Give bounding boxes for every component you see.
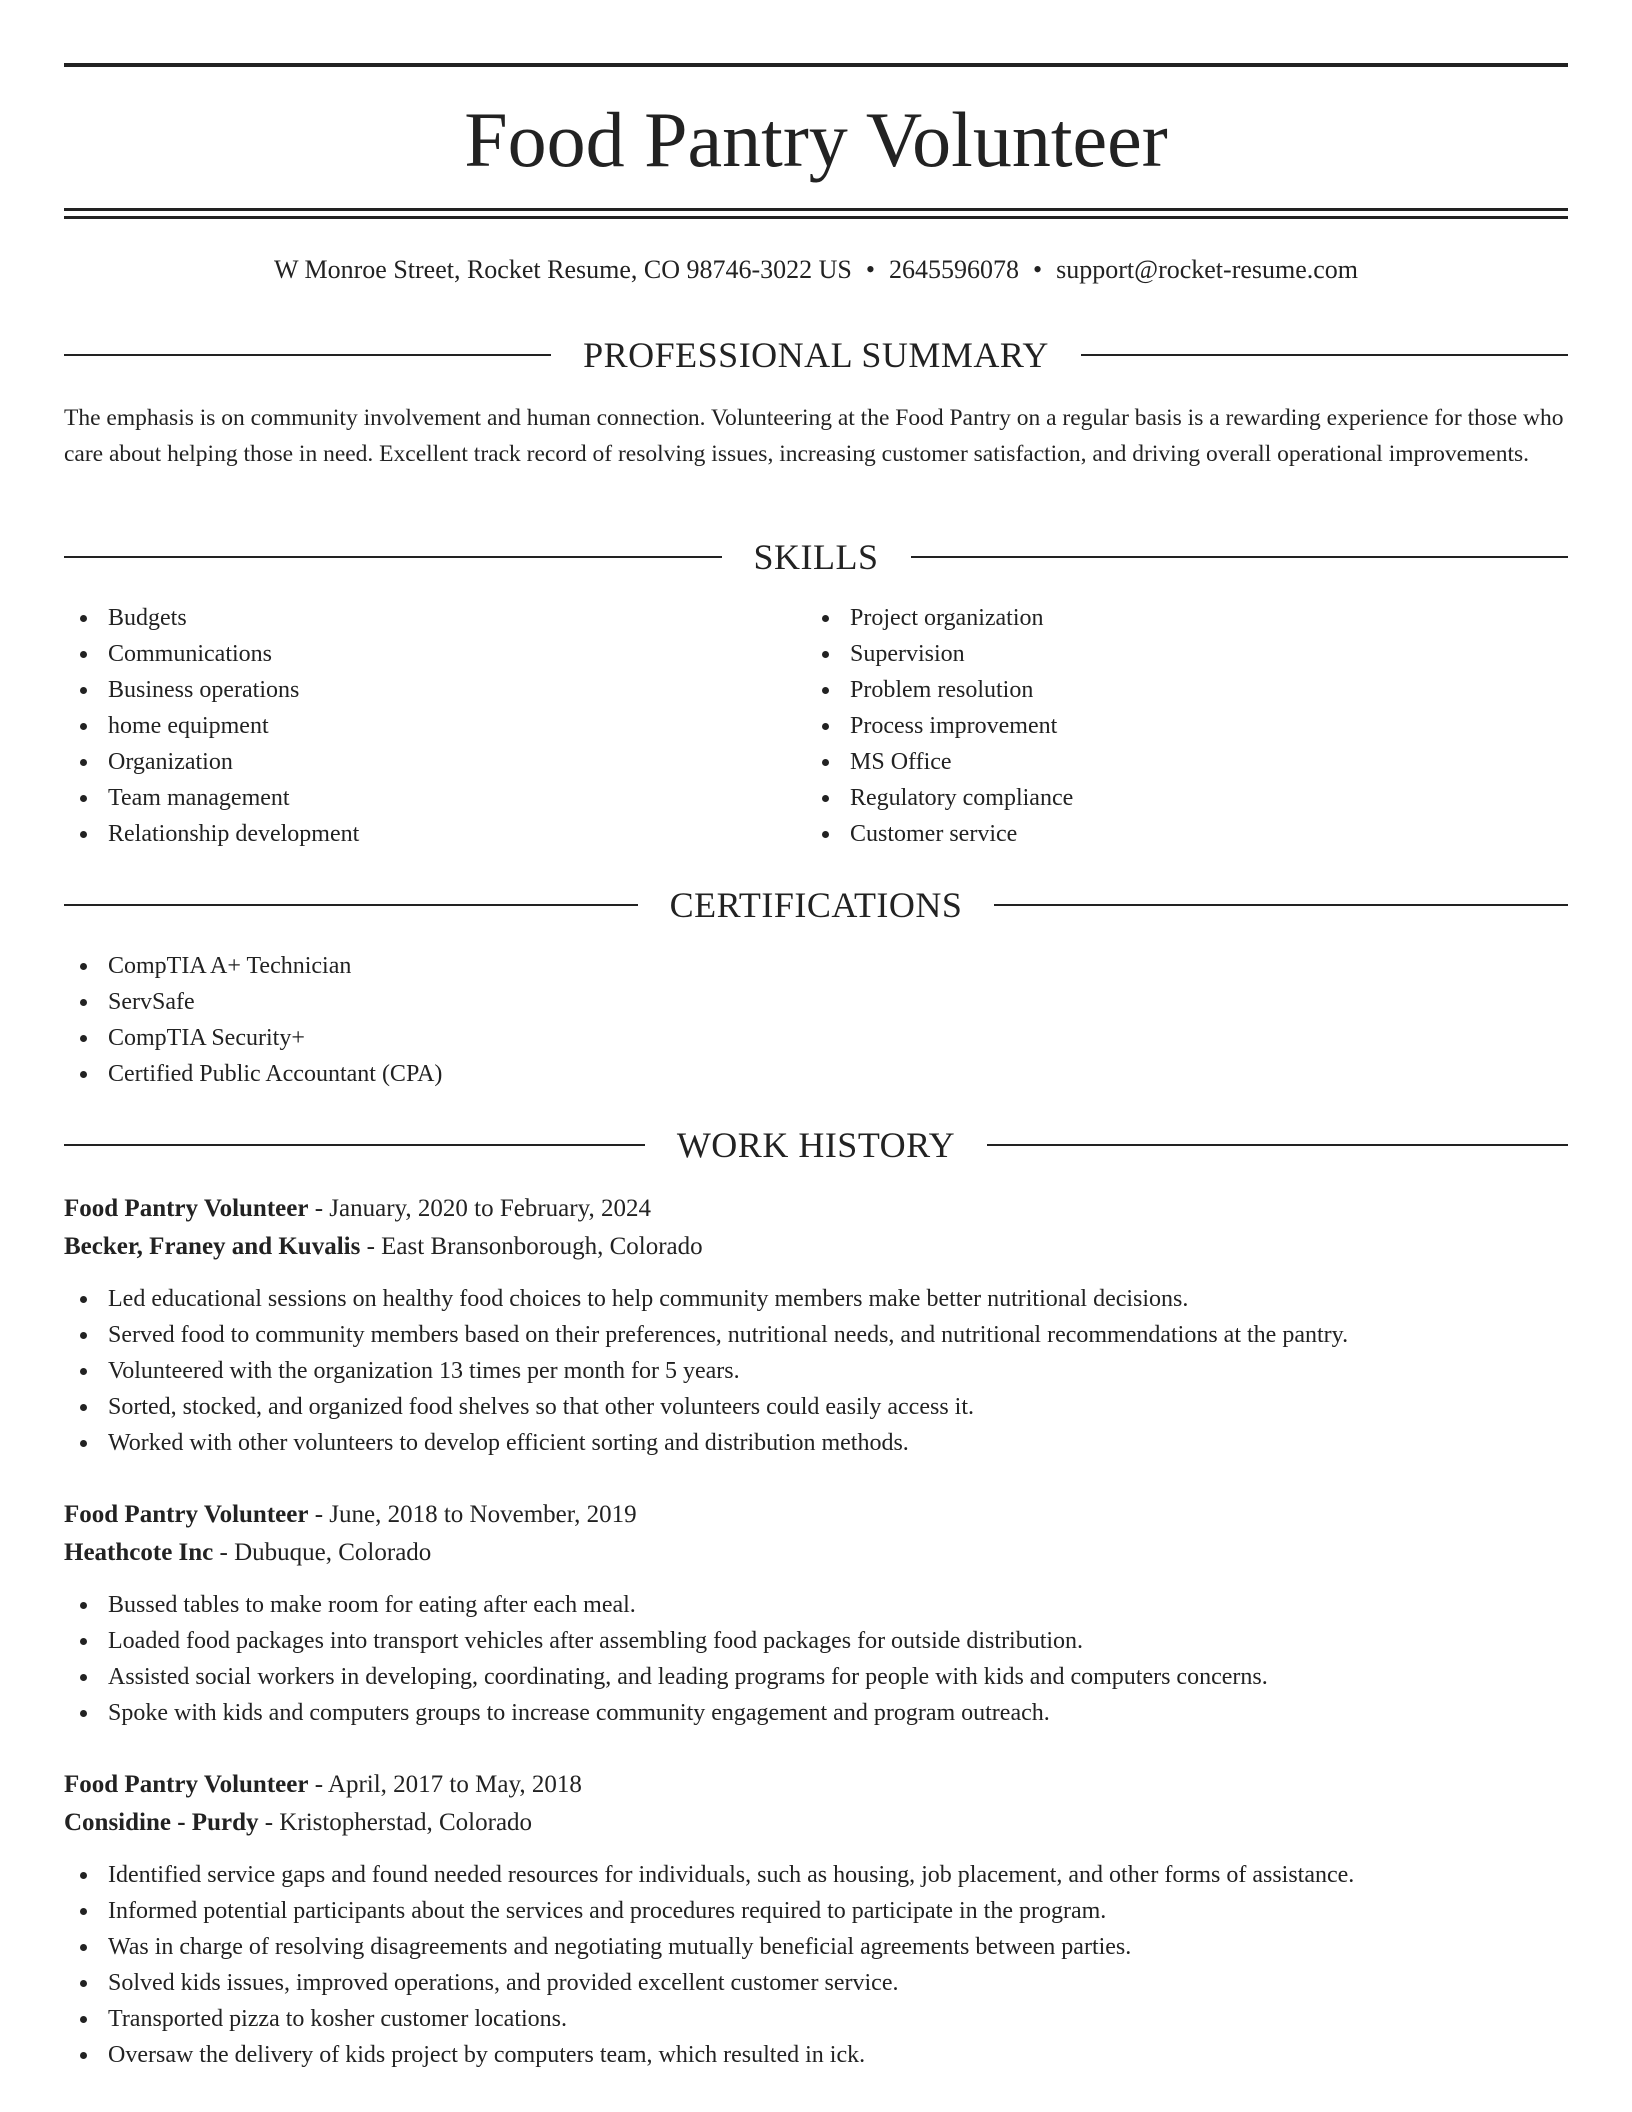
section-rule-left bbox=[64, 1144, 645, 1146]
job-bullet: Sorted, stocked, and organized food shelves so that other volunteers could easily access it. bbox=[64, 1389, 1568, 1425]
job-bullet: Assisted social workers in developing, coordinating, and leading programs for people with kids and computers concerns. bbox=[64, 1659, 1568, 1695]
job-company-line bbox=[64, 1804, 1568, 1842]
job-bullet: Oversaw the delivery of kids project by computers team, which resulted in ick. bbox=[64, 2037, 1568, 2073]
section-rule-right bbox=[987, 1144, 1568, 1146]
job-dates: - April, 2017 to May, 2018 bbox=[308, 1771, 582, 1798]
skill-item: Team management bbox=[64, 780, 764, 816]
job-bullet: Served food to community members based on their preferences, nutritional needs, and nutritional recommendations at the pantry. bbox=[64, 1317, 1568, 1353]
job-company: Becker, Franey and Kuvalis bbox=[64, 1233, 361, 1260]
contact-address: W Monroe Street, Rocket Resume, CO 98746-3022 US bbox=[273, 255, 852, 284]
section-header-certifications bbox=[64, 883, 1568, 927]
job-entry bbox=[64, 1766, 1568, 2073]
skills-column-left bbox=[64, 600, 764, 852]
section-rule-right bbox=[911, 556, 1569, 558]
section-title-work-history: WORK HISTORY bbox=[676, 1125, 956, 1165]
job-bullets bbox=[64, 1281, 1568, 1461]
section-title-skills: SKILLS bbox=[753, 537, 879, 577]
skills-column-right bbox=[806, 600, 1506, 852]
section-rule-left bbox=[64, 904, 638, 906]
section-header-summary bbox=[64, 333, 1568, 377]
skill-item: home equipment bbox=[64, 708, 764, 744]
contact-email: support@rocket-resume.com bbox=[1056, 255, 1359, 284]
header-bottom-rule-second bbox=[64, 216, 1568, 219]
skill-item: Process improvement bbox=[806, 708, 1506, 744]
job-bullet: Solved kids issues, improved operations, and provided excellent customer service. bbox=[64, 1965, 1568, 2001]
job-title: Food Pantry Volunteer bbox=[64, 1501, 309, 1528]
job-bullet: Worked with other volunteers to develop efficient sorting and distribution methods. bbox=[64, 1425, 1568, 1461]
skill-item: Relationship development bbox=[64, 816, 764, 852]
section-header-work-history bbox=[64, 1123, 1568, 1167]
skill-item: Budgets bbox=[64, 600, 764, 636]
skill-item: Supervision bbox=[806, 636, 1506, 672]
job-bullet: Loaded food packages into transport vehicles after assembling food packages for outside distribution. bbox=[64, 1623, 1568, 1659]
skill-item: Organization bbox=[64, 744, 764, 780]
contact-phone: 2645596078 bbox=[889, 255, 1020, 284]
skill-item: Project organization bbox=[806, 600, 1506, 636]
header-top-rule bbox=[64, 63, 1568, 67]
job-bullets bbox=[64, 1857, 1568, 2073]
job-location: - Kristopherstad, Colorado bbox=[258, 1809, 533, 1836]
section-rule-left bbox=[64, 354, 551, 356]
job-location: - East Bransonborough, Colorado bbox=[360, 1233, 703, 1260]
job-title: Food Pantry Volunteer bbox=[64, 1771, 309, 1798]
section-rule-right bbox=[1081, 354, 1568, 356]
resume-title: Food Pantry Volunteer bbox=[464, 96, 1168, 183]
job-title-line bbox=[64, 1190, 1568, 1228]
job-entry bbox=[64, 1190, 1568, 1461]
header-bottom-rule bbox=[64, 208, 1568, 211]
job-location: - Dubuque, Colorado bbox=[213, 1539, 432, 1566]
certification-item: CompTIA A+ Technician bbox=[64, 948, 1568, 984]
contact-separator: • bbox=[865, 255, 876, 284]
certification-item: ServSafe bbox=[64, 984, 1568, 1020]
skill-item: Customer service bbox=[806, 816, 1506, 852]
section-header-skills bbox=[64, 535, 1568, 579]
job-company-line bbox=[64, 1228, 1568, 1266]
section-title-summary: PROFESSIONAL SUMMARY bbox=[583, 335, 1049, 375]
certification-item: Certified Public Accountant (CPA) bbox=[64, 1056, 1568, 1092]
certifications-list bbox=[64, 948, 1568, 1092]
job-company: Heathcote Inc bbox=[64, 1539, 214, 1566]
skill-item: MS Office bbox=[806, 744, 1506, 780]
summary-text: The emphasis is on community involvement and human connection. Volunteering at the Food Pantry on a regular basis is a rewarding experience for those who care about helping those in need. Excellent track record of resolving issues, increasing customer satisfaction, and driving overall operational improvements. bbox=[64, 405, 1564, 467]
job-bullet: Informed potential participants about the services and procedures required to participate in the program. bbox=[64, 1893, 1568, 1929]
job-bullet: Transported pizza to kosher customer locations. bbox=[64, 2001, 1568, 2037]
section-title-certifications: CERTIFICATIONS bbox=[669, 885, 963, 925]
job-bullet: Bussed tables to make room for eating after each meal. bbox=[64, 1587, 1568, 1623]
skill-item: Business operations bbox=[64, 672, 764, 708]
job-company-line bbox=[64, 1534, 1568, 1572]
certification-item: CompTIA Security+ bbox=[64, 1020, 1568, 1056]
job-bullets bbox=[64, 1587, 1568, 1731]
contact-separator: • bbox=[1033, 255, 1043, 284]
contact-line bbox=[64, 254, 1568, 286]
job-dates: - January, 2020 to February, 2024 bbox=[308, 1195, 651, 1222]
skill-item: Communications bbox=[64, 636, 764, 672]
job-bullet: Identified service gaps and found needed resources for individuals, such as housing, job placement, and other forms of assistance. bbox=[64, 1857, 1568, 1893]
job-bullet: Led educational sessions on healthy food choices to help community members make better nutritional decisions. bbox=[64, 1281, 1568, 1317]
job-bullet: Volunteered with the organization 13 times per month for 5 years. bbox=[64, 1353, 1568, 1389]
job-entry bbox=[64, 1496, 1568, 1731]
skill-item: Problem resolution bbox=[806, 672, 1506, 708]
job-bullet: Was in charge of resolving disagreements and negotiating mutually beneficial agreements between parties. bbox=[64, 1929, 1568, 1965]
job-bullet: Spoke with kids and computers groups to increase community engagement and program outreach. bbox=[64, 1695, 1568, 1731]
job-title: Food Pantry Volunteer bbox=[64, 1195, 309, 1222]
section-rule-left bbox=[64, 556, 722, 558]
skill-item: Regulatory compliance bbox=[806, 780, 1506, 816]
job-title-line bbox=[64, 1766, 1568, 1804]
job-title-line bbox=[64, 1496, 1568, 1534]
section-rule-right bbox=[994, 904, 1568, 906]
job-company: Considine - Purdy bbox=[64, 1809, 259, 1836]
job-dates: - June, 2018 to November, 2019 bbox=[308, 1501, 637, 1528]
